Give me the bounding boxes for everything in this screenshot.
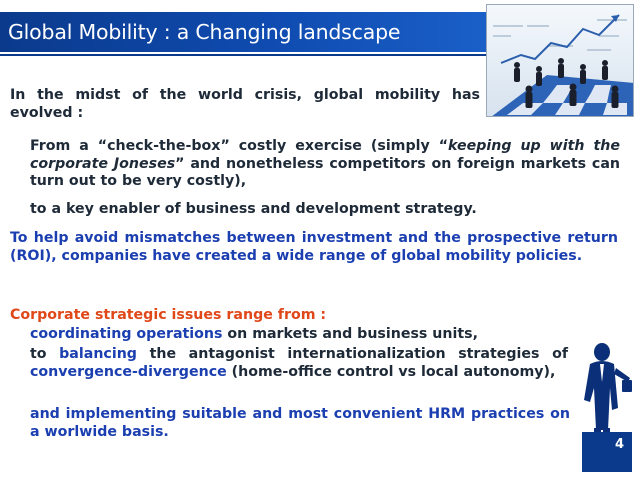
bullet-dot <box>10 201 30 219</box>
issue-item-hrm <box>10 406 570 441</box>
issue-highlight-balancing: balancing <box>59 346 137 362</box>
issue-item-balancing <box>10 346 568 381</box>
help-paragraph: To help avoid mismatches between investment and the prospective return (ROI), companies have created a wide range of global mobility policies. <box>10 230 618 264</box>
bullet-check-the-box <box>10 138 620 191</box>
intro-text: In the midst of the world crisis, global mobility has evolved : <box>10 87 480 121</box>
title-underline <box>0 54 486 56</box>
issue-item-coordinating <box>10 326 570 344</box>
issue-text: (home-office control vs local autonomy), <box>226 363 556 380</box>
bullet-dot <box>10 326 30 344</box>
issues-heading: Corporate strategic issues range from : <box>10 307 327 323</box>
issue-highlight: coordinating operations <box>30 326 223 342</box>
issue-lead: to <box>30 346 60 362</box>
issue-text: on markets and business units, <box>222 326 478 342</box>
bullet-italic-quote: keeping up with the corporate Joneses <box>30 138 620 172</box>
issue-mid: the antagonist internationalization strategies of <box>136 346 569 362</box>
bullet-dot <box>10 346 30 364</box>
bullet-dot <box>10 406 30 424</box>
bullet-text: to a key enabler of business and development strategy. <box>30 201 477 217</box>
slide-title: Global Mobility : a Changing landscape <box>0 12 486 52</box>
issue-highlight-convergence: convergence-divergence <box>30 363 227 380</box>
business-people-chessboard-image <box>486 4 634 117</box>
issue-text-hrm: and implementing suitable and most convenient HRM practices on a worlwide basis. <box>30 406 570 440</box>
bullet-prefix: From a “check-the-box” costly exercise (simply “ <box>30 138 449 154</box>
bullet-dot <box>10 138 30 156</box>
bullet-suffix: ” and nonetheless competitors on foreign markets can turn out to be very costly), <box>30 155 620 189</box>
page-number: 4 <box>582 432 632 472</box>
bullet-key-enabler <box>10 201 620 219</box>
